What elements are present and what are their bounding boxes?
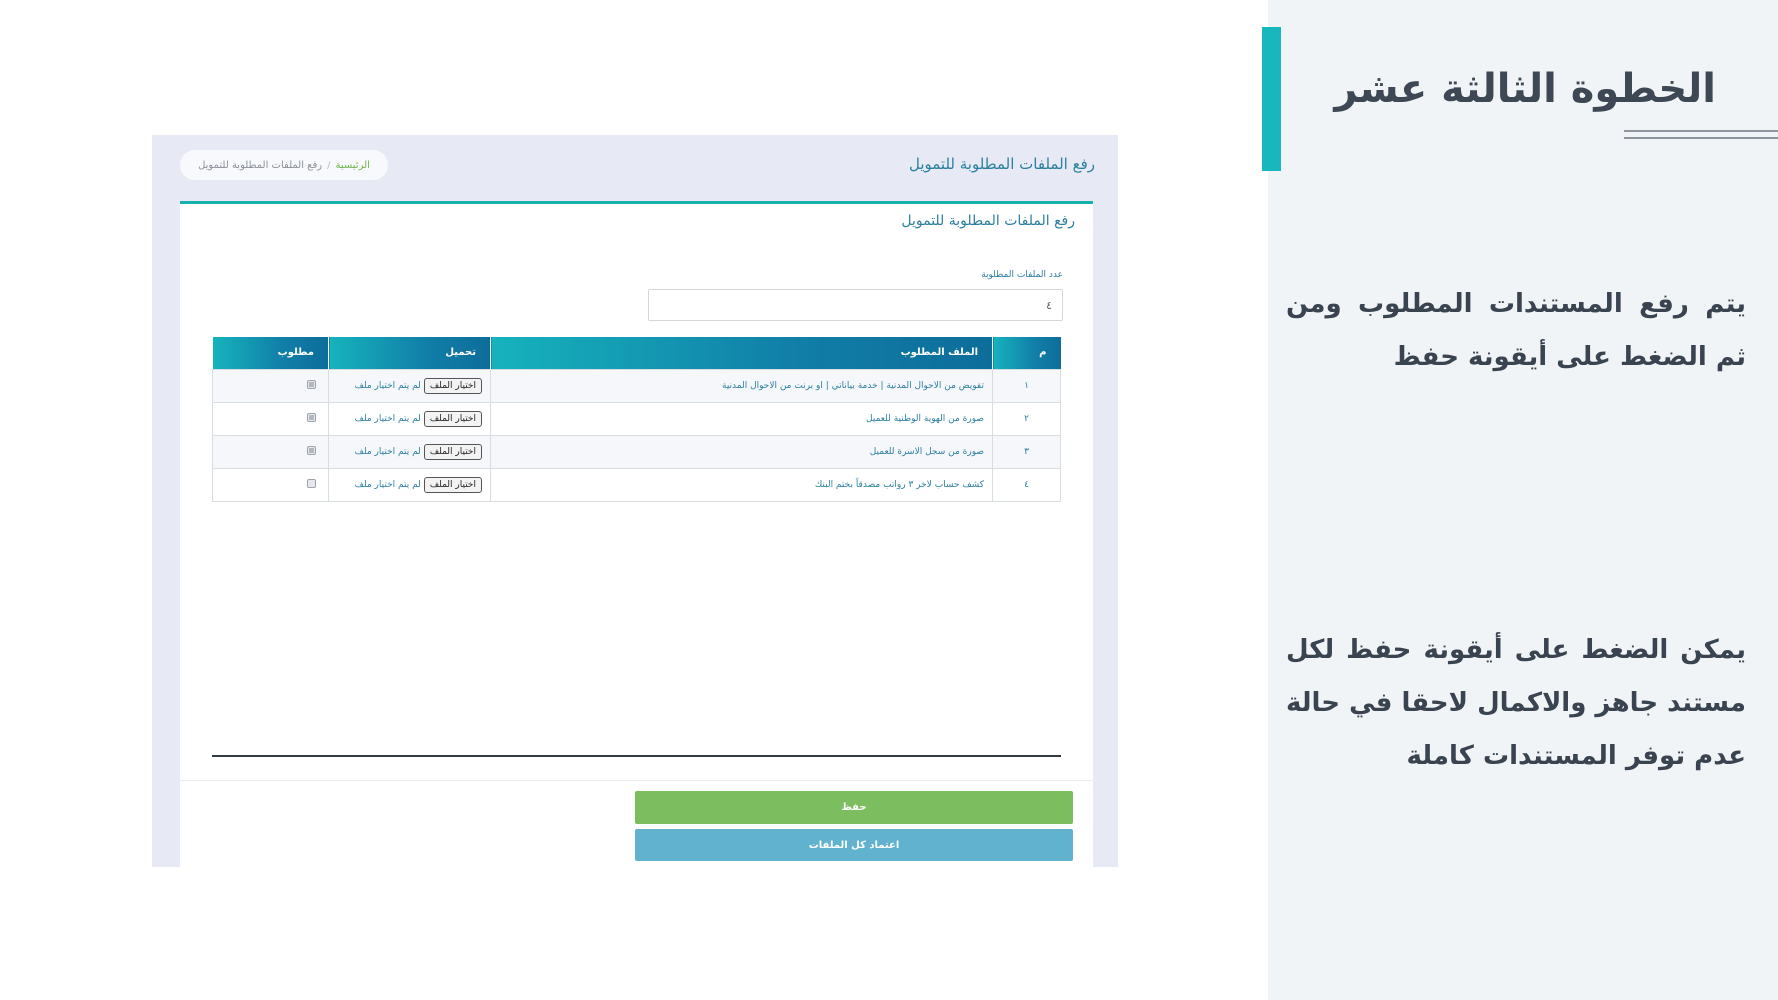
upload-card (180, 201, 1093, 867)
file-status: لم يتم اختيار ملف (354, 380, 421, 391)
required-checkbox[interactable] (307, 413, 316, 422)
required-cell (213, 402, 329, 435)
accent-bar (1262, 27, 1281, 171)
choose-file-button[interactable]: اختيار الملف (424, 378, 482, 394)
file-name: تفويض من الاحوال المدنية | خدمة بياناتي | او برنت من الاحوال المدنية (491, 369, 993, 402)
breadcrumb-separator: / (327, 159, 331, 171)
section-separator (212, 755, 1061, 757)
row-number: ٢ (993, 402, 1061, 435)
step-description: يتم رفع المستندات المطلوب ومن ثم الضغط على أيقونة حفظ (1286, 289, 1746, 372)
required-cell (213, 369, 329, 402)
choose-file-button[interactable]: اختيار الملف (424, 444, 482, 460)
upload-cell (329, 369, 491, 402)
row-number: ١ (993, 369, 1061, 402)
required-checkbox[interactable] (307, 446, 316, 455)
file-name: صورة من سجل الاسرة للعميل (491, 435, 993, 468)
choose-file-button[interactable]: اختيار الملف (424, 477, 482, 493)
file-status: لم يتم اختيار ملف (354, 446, 421, 457)
step-note: يمكن الضغط على أيقونة حفظ لكل مستند جاهز والاكمال لاحقا في حالة عدم توفر المستندات كاملة (1285, 635, 1746, 771)
table-row (213, 369, 1061, 402)
upload-cell (329, 468, 491, 501)
file-name: كشف حساب لاخر ٣ رواتب مصدقاً بختم البنك (491, 468, 993, 501)
required-files-table (212, 337, 1061, 502)
required-checkbox[interactable] (307, 479, 316, 488)
save-button[interactable]: حفظ (635, 791, 1073, 824)
upload-cell (329, 402, 491, 435)
table-row (213, 468, 1061, 501)
breadcrumb (180, 150, 388, 180)
title-underline (1624, 137, 1778, 139)
card-title: رفع الملفات المطلوبة للتمويل (901, 213, 1075, 229)
required-cell (213, 435, 329, 468)
breadcrumb-home-link[interactable]: الرئيسية (335, 159, 370, 171)
title-underline (1624, 130, 1778, 132)
row-number: ٣ (993, 435, 1061, 468)
table-header-row (213, 337, 1061, 369)
page-title: رفع الملفات المطلوبة للتمويل (908, 155, 1095, 173)
breadcrumb-current: رفع الملفات المطلوبة للتمويل (198, 159, 323, 171)
required-checkbox[interactable] (307, 380, 316, 389)
footer-divider (180, 780, 1093, 781)
column-header-num: م (993, 337, 1061, 369)
description-panel (1268, 0, 1778, 1000)
table-row (213, 402, 1061, 435)
approve-all-files-button[interactable]: اعتماد كل الملفات (635, 829, 1073, 861)
step-title: الخطوة الثالثة عشر (1334, 66, 1716, 112)
file-status: لم يتم اختيار ملف (354, 413, 421, 424)
row-number: ٤ (993, 468, 1061, 501)
app-screenshot (152, 135, 1118, 867)
column-header-required: مطلوب (213, 337, 329, 369)
files-count-label: عدد الملفات المطلوبة (981, 270, 1063, 280)
file-status: لم يتم اختيار ملف (354, 479, 421, 490)
table-row (213, 435, 1061, 468)
upload-cell (329, 435, 491, 468)
files-count-input[interactable] (648, 289, 1063, 321)
column-header-file: الملف المطلوب (491, 337, 993, 369)
file-name: صورة من الهوية الوطنية للعميل (491, 402, 993, 435)
column-header-upload: تحميل (329, 337, 491, 369)
choose-file-button[interactable]: اختيار الملف (424, 411, 482, 427)
required-cell (213, 468, 329, 501)
